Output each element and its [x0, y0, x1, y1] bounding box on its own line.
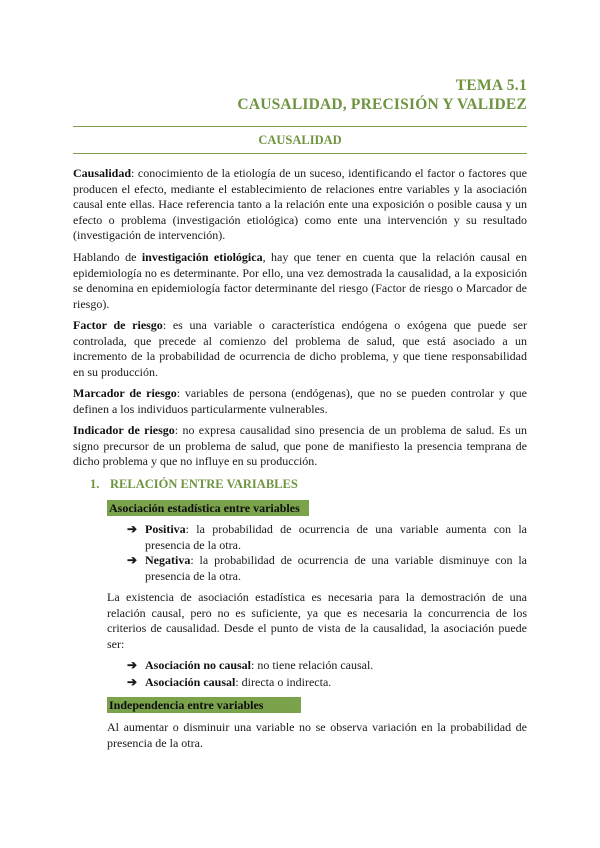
definition-indicador-riesgo: : no expresa causalidad sino presencia de un problema de salud. Es un signo precursor de un problema de salud, que pone de manifiesto la presencia temprana de dicho problema y que no influye en su producción. — [73, 423, 527, 469]
subheading-asociacion: Asociación estadística entre variables — [107, 500, 309, 516]
arrow-icon: ➔ — [127, 674, 138, 689]
term-no-causal: Asociación no causal — [145, 658, 252, 672]
term-investigacion: investigación etiológica — [141, 250, 263, 264]
definition-negativa: : la probabilidad de ocurrencia de una variable disminuye con la presencia de la otra. — [145, 553, 527, 583]
paragraph-indicador-riesgo — [73, 423, 527, 470]
paragraph-marcador-riesgo — [73, 386, 527, 417]
definition-factor-riesgo: : es una variable o característica endógena o exógena que puede ser controlada, que precede al comienzo del problema de salud, que está asociado a un incremento de la probabilidad de ocurrencia de dicho problema, y que tiene responsabilidad en su producción. — [73, 318, 527, 379]
list-asociacion-causal — [127, 658, 527, 691]
term-marcador-riesgo: Marcador de riesgo — [73, 386, 177, 400]
list-asociacion-tipos — [127, 522, 527, 584]
definition-marcador-riesgo: : variables de persona (endógenas), que no se pueden controlar y que definen a los individuos particularmente vulnerables. — [73, 386, 527, 416]
definition-investigacion: , hay que tener en cuenta que la relación causal en epidemiología no es determinante. Por ello, una vez demostrada la causalidad, a la exposición se denomina en epidemiología factor determinante del riesgo (Factor de riesgo o Marcador de riesgo). — [73, 250, 527, 311]
term-causal: Asociación causal — [145, 674, 236, 689]
paragraph-factor-riesgo — [73, 318, 527, 380]
arrow-icon: ➔ — [127, 553, 138, 568]
list-item — [127, 658, 527, 674]
definition-causal: : directa o indirecta. — [235, 674, 332, 689]
section-title: CAUSALIDAD — [258, 133, 342, 147]
heading-text: RELACIÓN ENTRE VARIABLES — [110, 477, 298, 491]
page-title: CAUSALIDAD, PRECISIÓN Y VALIDEZ — [237, 96, 527, 113]
paragraph-causalidad — [73, 166, 527, 244]
arrow-icon: ➔ — [127, 658, 138, 672]
term-factor-riesgo: Factor de riesgo — [73, 318, 163, 332]
definition-positiva: : la probabilidad de ocurrencia de una variable aumenta con la presencia de la otra. — [145, 522, 527, 552]
term-positiva: Positiva — [145, 522, 186, 536]
term-indicador-riesgo: Indicador de riesgo — [73, 423, 175, 437]
paragraph-asociacion-estadistica: La existencia de asociación estadística es necesaria para la demostración de una relación causal, pero no es suficiente, ya que es necesaria la concurrencia de los criterios de causalidad. Desde el punto de vista de la causalidad, la asociación puede ser: — [107, 590, 527, 651]
term-causalidad: Causalidad — [73, 166, 132, 180]
heading-relacion-variables — [90, 477, 298, 492]
divider-top — [73, 126, 527, 127]
term-negativa: Negativa — [145, 553, 191, 568]
definition-no-causal: : no tiene relación causal. — [251, 658, 374, 672]
definition-causalidad: : conocimiento de la etiología de un suceso, identificando el factor o factores que producen el efecto, mediante el establecimiento de relaciones entre variables y la asociación causal ente ellas. Hace referencia tanto a la relación ente una exposición o posible causa y un efecto o problema (investigación etiológica) como ente una intervención y su resultado (investigación de intervención). — [73, 166, 527, 243]
list-item — [127, 522, 527, 553]
paragraph-investigacion — [73, 250, 527, 312]
paragraph-independencia: Al aumentar o disminuir una variable no se observa variación en la probabilidad de presencia de la otra. — [107, 720, 527, 750]
divider-bottom — [73, 153, 527, 154]
list-item — [127, 675, 527, 691]
topic-number: TEMA 5.1 — [455, 77, 527, 94]
arrow-icon: ➔ — [127, 522, 138, 536]
heading-number: 1. — [90, 477, 100, 491]
list-item — [127, 553, 527, 584]
subheading-independencia: Independencia entre variables — [107, 697, 301, 713]
intro-investigacion: Hablando de — [73, 250, 142, 264]
